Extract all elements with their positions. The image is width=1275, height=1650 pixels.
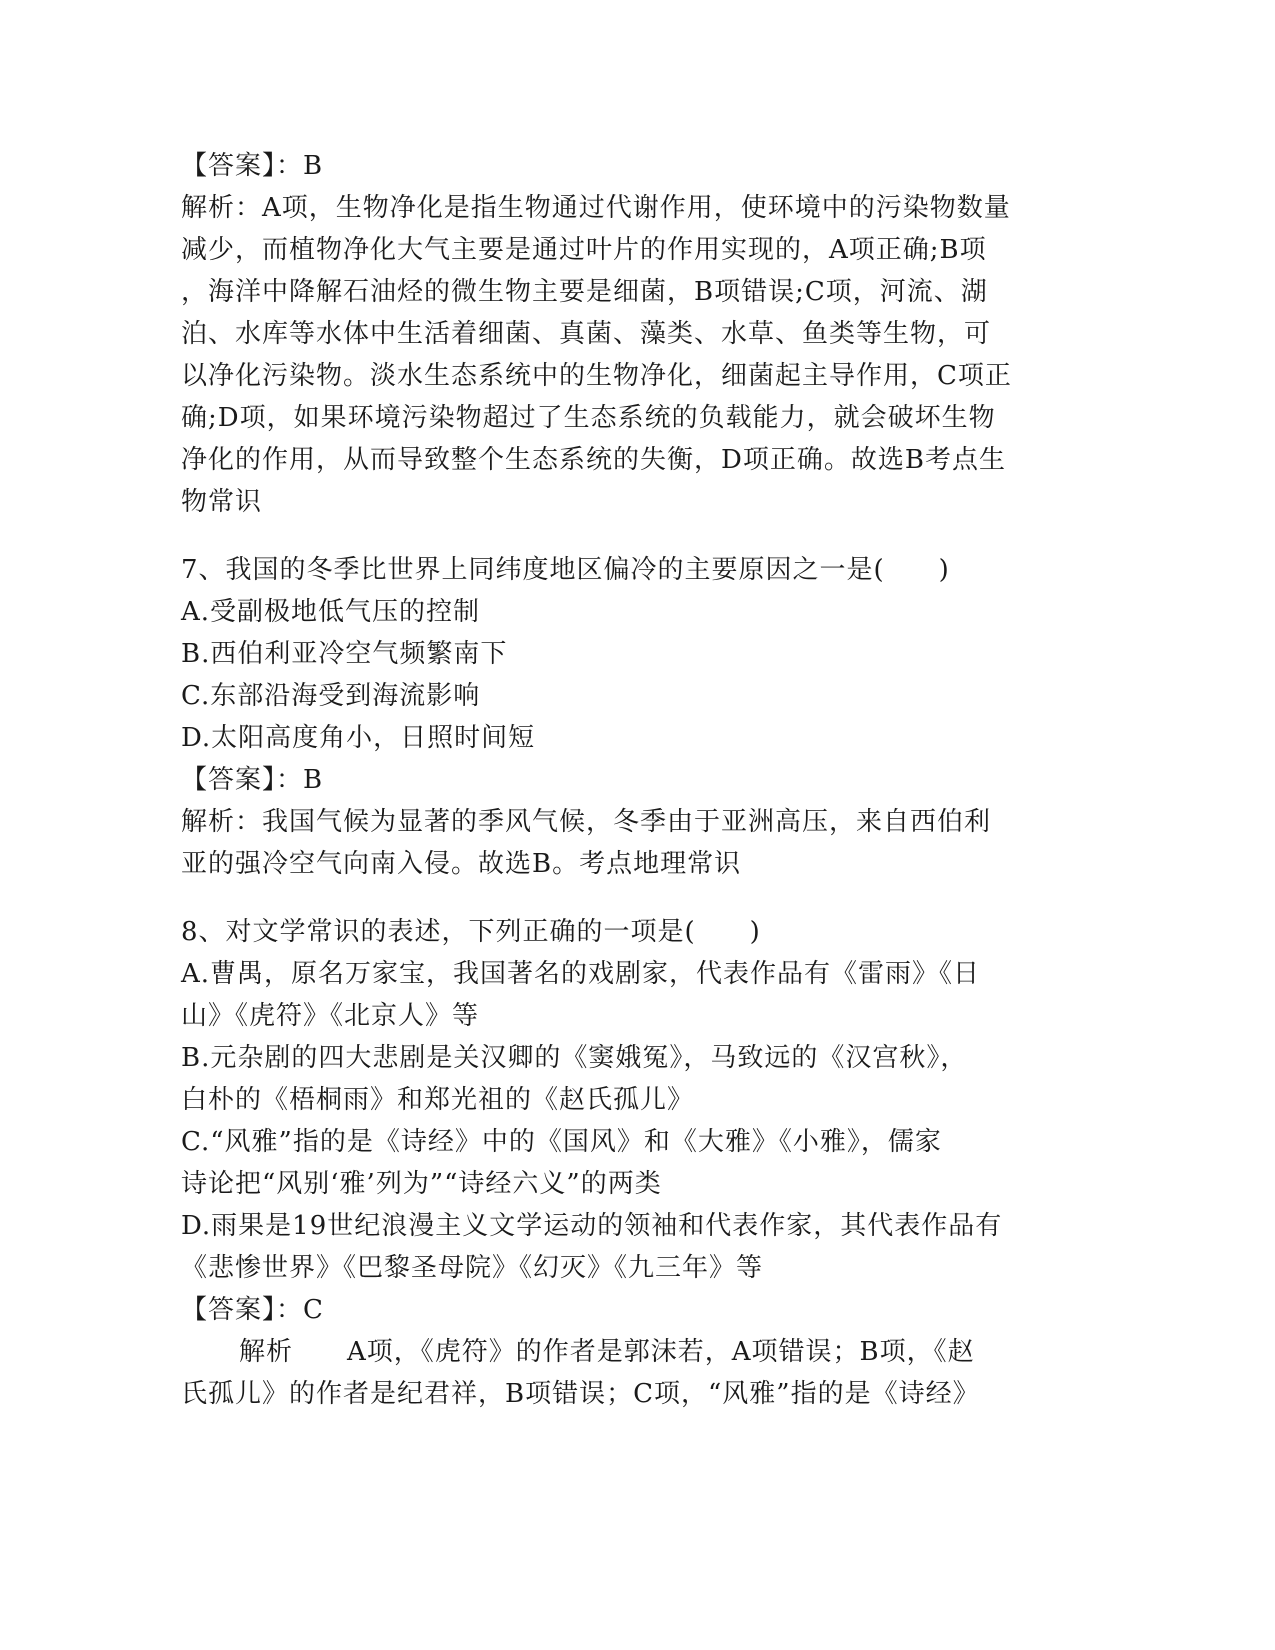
q8-answer: 【答案】：C [181,1295,324,1325]
q6-analysis-line: 以净化污染物。淡水生态系统中的生物净化，细菌起主导作用，C项正 [181,361,1012,391]
section-gap [181,885,1081,911]
q8-option-line: D.雨果是19世纪浪漫主义文学运动的领袖和代表作家，其代表作品有 [181,1211,1003,1241]
q6-analysis-line: 泊、水库等水体中生活着细菌、真菌、藻类、水草、鱼类等生物，可 [181,319,992,349]
q6-answer: 【答案】：B [181,151,324,181]
section-gap [181,523,1081,549]
q6-analysis-line: 减少，而植物净化大气主要是通过叶片的作用实现的，A项正确;B项 [181,235,987,265]
q7-analysis-line: 解析：我国气候为显著的季风气候，冬季由于亚洲高压，来自西伯利 [181,807,992,837]
q7-answer: 【答案】：B [181,765,324,795]
q7-option-c: C.东部沿海受到海流影响 [181,681,481,711]
q6-analysis-line: 物常识 [181,487,263,517]
q7-analysis [181,801,1081,885]
q8-option-line: B.元杂剧的四大悲剧是关汉卿的《窦娥冤》，马致远的《汉宫秋》， [181,1043,968,1073]
q7-option-b: B.西伯利亚冷空气频繁南下 [181,639,508,669]
q8-option-line: A.曹禺，原名万家宝，我国著名的戏剧家，代表作品有《雷雨》《日 [181,959,981,989]
q7-option-d: D.太阳高度角小，日照时间短 [181,723,536,753]
q8-options [181,953,1081,1289]
page-content [181,145,1081,1415]
q8-analysis-line: 氏孤儿》的作者是纪君祥，B项错误；C项，“风雅”指的是《诗经》 [181,1379,980,1409]
q8-option-line: C.“风雅”指的是《诗经》中的《国风》和《大雅》《小雅》，儒家 [181,1127,942,1157]
q8-analysis-line: 解析 A项，《虎符》的作者是郭沫若，A项错误；B项，《赵 [239,1337,975,1367]
q7-options [181,591,1081,759]
q6-analysis [181,187,1081,523]
q6-analysis-line: ，海洋中降解石油烃的微生物主要是细菌，B项错误;C项，河流、湖 [181,277,988,307]
q8-question: 8、对文学常识的表述，下列正确的一项是( ) [181,917,761,947]
q6-analysis-line: 解析：A项，生物净化是指生物通过代谢作用，使环境中的污染物数量 [181,193,1011,223]
q7-question: 7、我国的冬季比世界上同纬度地区偏冷的主要原因之一是( ) [181,555,950,585]
q7-analysis-line: 亚的强冷空气向南入侵。故选B。考点地理常识 [181,849,742,879]
q6-analysis-line: 确;D项，如果环境污染物超过了生态系统的负载能力，就会破坏生物 [181,403,996,433]
q8-analysis [181,1331,1081,1415]
q7-option-a: A.受副极地低气压的控制 [181,597,481,627]
q8-option-line: 《悲惨世界》《巴黎圣母院》《幻灭》《九三年》等 [181,1253,764,1283]
q6-analysis-line: 净化的作用，从而导致整个生态系统的失衡，D项正确。故选B考点生 [181,445,1006,475]
q8-option-line: 诗论把“风别‘雅’列为”“诗经六义”的两类 [181,1169,662,1199]
q8-option-line: 山》《虎符》《北京人》等 [181,1001,480,1031]
q8-option-line: 白朴的《梧桐雨》和郑光祖的《赵氏孤儿》 [181,1085,695,1115]
